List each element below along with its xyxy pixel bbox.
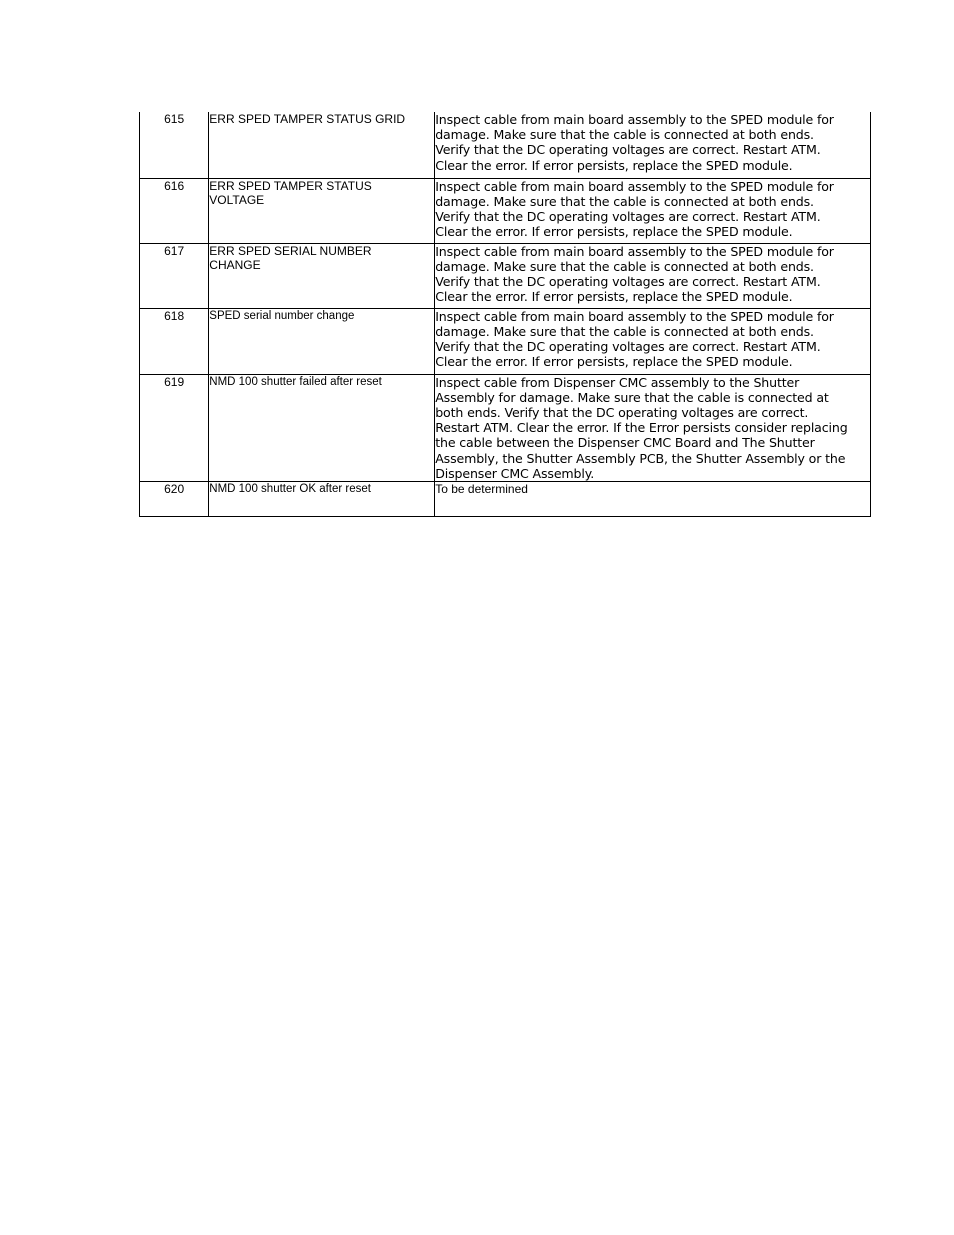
error-code-cell: 619 [140,374,209,481]
table-row [140,178,871,243]
error-code-cell: 617 [140,243,209,308]
corrective-action-cell: Inspect cable from main board assembly to the SPED module for damage. Make sure that the cable is connected at both ends. Verify that the DC operating voltages are correct. Restart ATM. Clear the error. If error persists, replace the SPED module. [435,112,871,178]
error-name-text: ERR SPED TAMPER STATUS VOLTAGE [209,178,372,207]
error-code-cell: 615 [140,112,209,178]
error-name-cell [209,308,435,374]
error-name-text: SPED serial number change [209,309,355,322]
error-name-text: ERR SPED SERIAL NUMBER CHANGE [209,243,372,272]
error-name-cell [209,243,435,308]
corrective-action-cell: Inspect cable from main board assembly to the SPED module for damage. Make sure that the cable is connected at both ends. Verify that the DC operating voltages are correct. Restart ATM. Clear the error. If error persists, replace the SPED module. [435,243,871,308]
table-row [140,243,871,308]
error-code-cell: 616 [140,178,209,243]
error-code-cell: 618 [140,308,209,374]
error-name-cell [209,178,435,243]
table-row [140,481,871,516]
table-row [140,374,871,481]
error-code-cell: 620 [140,481,209,516]
error-name-cell [209,112,435,178]
error-name-text: NMD 100 shutter failed after reset [209,375,382,388]
corrective-action-cell: Inspect cable from main board assembly to the SPED module for damage. Make sure that the cable is connected at both ends. Verify that the DC operating voltages are correct. Restart ATM. Clear the error. If error persists, replace the SPED module. [435,178,871,243]
error-name-text: NMD 100 shutter OK after reset [209,482,371,495]
error-code-table [139,112,871,517]
error-name-cell [209,374,435,481]
corrective-action-cell: Inspect cable from main board assembly to the SPED module for damage. Make sure that the cable is connected at both ends. Verify that the DC operating voltages are correct. Restart ATM. Clear the error. If error persists, replace the SPED module. [435,308,871,374]
error-name-text: ERR SPED TAMPER STATUS GRID [209,112,406,126]
corrective-action-cell: To be determined [435,481,871,516]
table-row [140,308,871,374]
table-row [140,112,871,178]
corrective-action-cell: Inspect cable from Dispenser CMC assembly to the Shutter Assembly for damage. Make sure that the cable is connected at both ends. Verify that the DC operating voltages are correct. Restart ATM. Clear the error. If the Error persists consider replacing the cable between the Dispenser CMC Board and The Shutter Assembly, the Shutter Assembly PCB, the Shutter Assembly or the Dispenser CMC Assembly. [435,374,871,481]
error-name-cell [209,481,435,516]
